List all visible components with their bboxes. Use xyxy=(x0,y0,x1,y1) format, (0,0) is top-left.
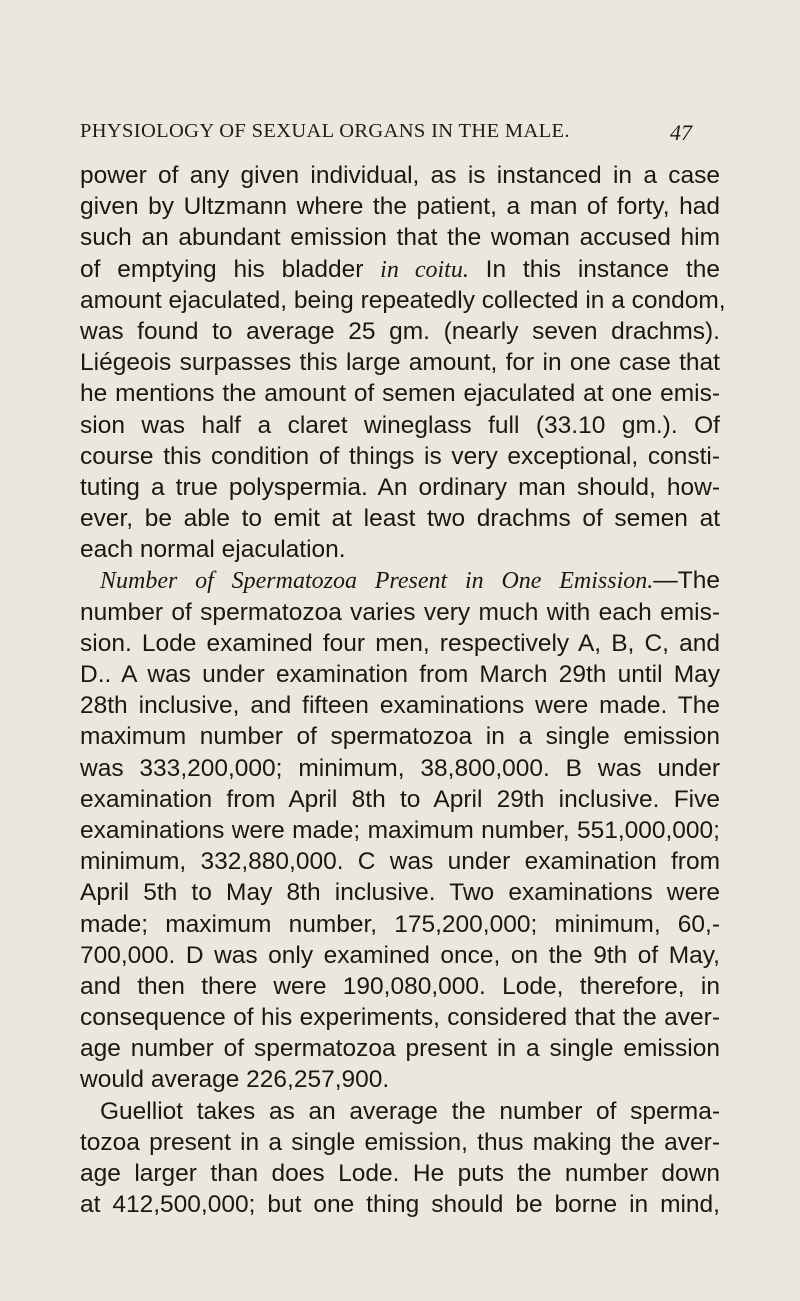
text-line: was 333,200,000; minimum, 38,800,000. B was under xyxy=(80,754,720,782)
body-text xyxy=(80,160,726,1220)
text-line: sion was half a claret wineglass full (33.10 gm.). Of xyxy=(80,411,720,439)
text-line: Guelliot takes as an average the number of sperma- xyxy=(100,1097,720,1125)
text-line: 28th inclusive, and fifteen examinations were made. The xyxy=(80,692,720,720)
text-line: examination from April 8th to April 29th inclusive. Five xyxy=(80,785,720,813)
text-line: age number of spermatozoa present in a single emission xyxy=(80,1035,720,1063)
text-line: 700,000. D was only examined once, on the 9th of May, xyxy=(80,941,720,969)
text-segment: In this instance the xyxy=(468,255,720,283)
text-line: minimum, 332,880,000. C was under examination from xyxy=(80,848,720,876)
text-line: tozoa present in a single emission, thus making the aver- xyxy=(80,1128,720,1156)
text-segment: —The xyxy=(653,567,720,595)
text-line: and then there were 190,080,000. Lode, therefore, in xyxy=(80,972,720,1000)
text-line: sion. Lode examined four men, respectively A, B, C, and xyxy=(80,629,720,657)
text-segment: of emptying his bladder xyxy=(80,255,381,283)
text-line: at 412,500,000; but one thing should be borne in mind, xyxy=(80,1191,720,1219)
text-line: ever, be able to emit at least two drachms of semen at xyxy=(80,505,720,533)
text-line: maximum number of spermatozoa in a single emission xyxy=(80,723,720,751)
section-heading-line xyxy=(80,565,720,596)
text-line: number of spermatozoa varies very much with each emis- xyxy=(80,598,720,626)
text-line: examinations were made; maximum number, 551,000,000; xyxy=(80,816,720,844)
text-line: course this condition of things is very exceptional, consti- xyxy=(80,442,720,470)
text-line: would average 226,257,900. xyxy=(80,1066,390,1094)
text-line: given by Ultzmann where the patient, a man of forty, had xyxy=(80,193,720,221)
text-line: April 5th to May 8th inclusive. Two examinations were xyxy=(80,879,720,907)
text-line: age larger than does Lode. He puts the number down xyxy=(80,1160,720,1187)
text-line: consequence of his experiments, considered that the aver- xyxy=(80,1004,720,1032)
text-line: made; maximum number, 175,200,000; minimum, 60,- xyxy=(80,910,720,938)
running-head-title: PHYSIOLOGY OF SEXUAL ORGANS IN THE MALE. xyxy=(80,120,570,142)
text-line: he mentions the amount of semen ejaculated at one emis- xyxy=(80,380,720,408)
section-heading: Number of Spermatozoa Present in One Emission. xyxy=(100,568,654,595)
italic-phrase: in coitu. xyxy=(380,256,469,283)
text-line xyxy=(80,254,720,285)
text-line: D.. A was under examination from March 29th until May xyxy=(80,661,720,688)
text-line: each normal ejaculation. xyxy=(80,536,346,564)
page-number: 47 xyxy=(670,120,692,145)
text-line: amount ejaculated, being repeatedly collected in a condom, xyxy=(80,286,726,314)
text-line: Liégeois surpasses this large amount, for in one case that xyxy=(80,349,720,377)
text-line: was found to average 25 gm. (nearly seven drachms). xyxy=(80,317,720,345)
text-line: power of any given individual, as is instanced in a case xyxy=(80,162,720,189)
text-line: tuting a true polyspermia. An ordinary man should, how- xyxy=(80,473,720,501)
text-line: such an abundant emission that the woman accused him xyxy=(80,224,720,252)
